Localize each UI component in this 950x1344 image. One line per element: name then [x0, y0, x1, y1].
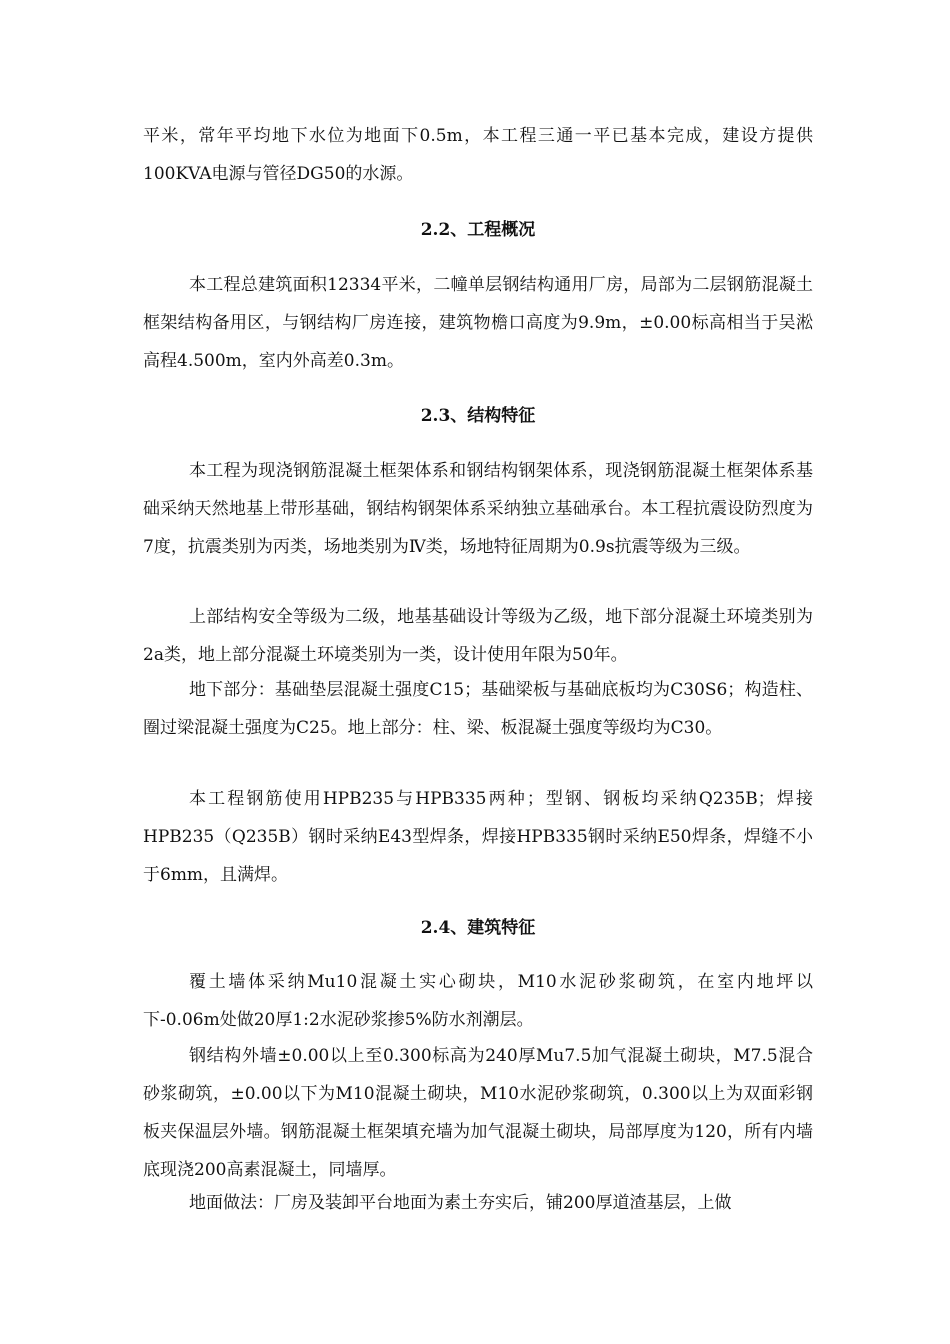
heading-2-3: 2.3、结构特征 [420, 406, 536, 426]
heading-2-4: 2.4、建筑特征 [420, 918, 536, 938]
paragraph-2-3-1: 本工程为现浇钢筋混凝土框架体系和钢结构钢架体系，现浇钢筋混凝土框架体系基础采纳天然地基上带形基础，钢结构钢架体系采纳独立基础承台。本工程抗震设防烈度为7度，抗震类别为丙类，场地类别为Ⅳ类，场地特征周期为0.9s抗震等级为三级。 [143, 461, 813, 557]
paragraph-2-3-2: 上部结构安全等级为二级，地基基础设计等级为乙级，地下部分混凝土环境类别为2a类，地上部分混凝土环境类别为一类，设计使用年限为50年。 [143, 607, 813, 665]
paragraph-intro-tail: 平米，常年平均地下水位为地面下0.5m，本工程三通一平已基本完成，建设方提供100KVA电源与管径DG50的水源。 [143, 126, 813, 184]
heading-2-2: 2.2、工程概况 [420, 220, 536, 240]
paragraph-2-4-2: 钢结构外墙±0.00以上至0.300标高为240厚Mu7.5加气混凝土砌块，M7.5混合砂浆砌筑，±0.00以下为M10混凝土砌块，M10水泥砂浆砌筑，0.300以上为双面彩钢板夹保温层外墙。钢筋混凝土框架填充墙为加气混凝土砌块，局部厚度为120，所有内墙底现浇200高素混凝土，同墙厚。 [143, 1046, 813, 1180]
paragraph-2-4-3: 地面做法：厂房及装卸平台地面为素土夯实后，铺200厚道渣基层，上做 [189, 1193, 732, 1213]
paragraph-2-4-1: 覆土墙体采纳Mu10混凝土实心砌块，M10水泥砂浆砌筑，在室内地坪以下-0.06m处做20厚1:2水泥砂浆掺5%防水剂潮层。 [143, 972, 813, 1030]
paragraph-2-3-4: 本工程钢筋使用HPB235与HPB335两种；型钢、钢板均采纳Q235B；焊接HPB235（Q235B）钢时采纳E43型焊条，焊接HPB335钢时采纳E50焊条，焊缝不小于6mm，且满焊。 [143, 789, 813, 885]
paragraph-2-2-1: 本工程总建筑面积12334平米，二幢单层钢结构通用厂房，局部为二层钢筋混凝土框架结构备用区，与钢结构厂房连接，建筑物檐口高度为9.9m，±0.00标高相当于吴淞高程4.500m，室内外高差0.3m。 [143, 275, 813, 371]
paragraph-2-3-3: 地下部分：基础垫层混凝土强度C15；基础梁板与基础底板均为C30S6；构造柱、圈过梁混凝土强度为C25。地上部分：柱、梁、板混凝土强度等级均为C30。 [143, 680, 813, 738]
